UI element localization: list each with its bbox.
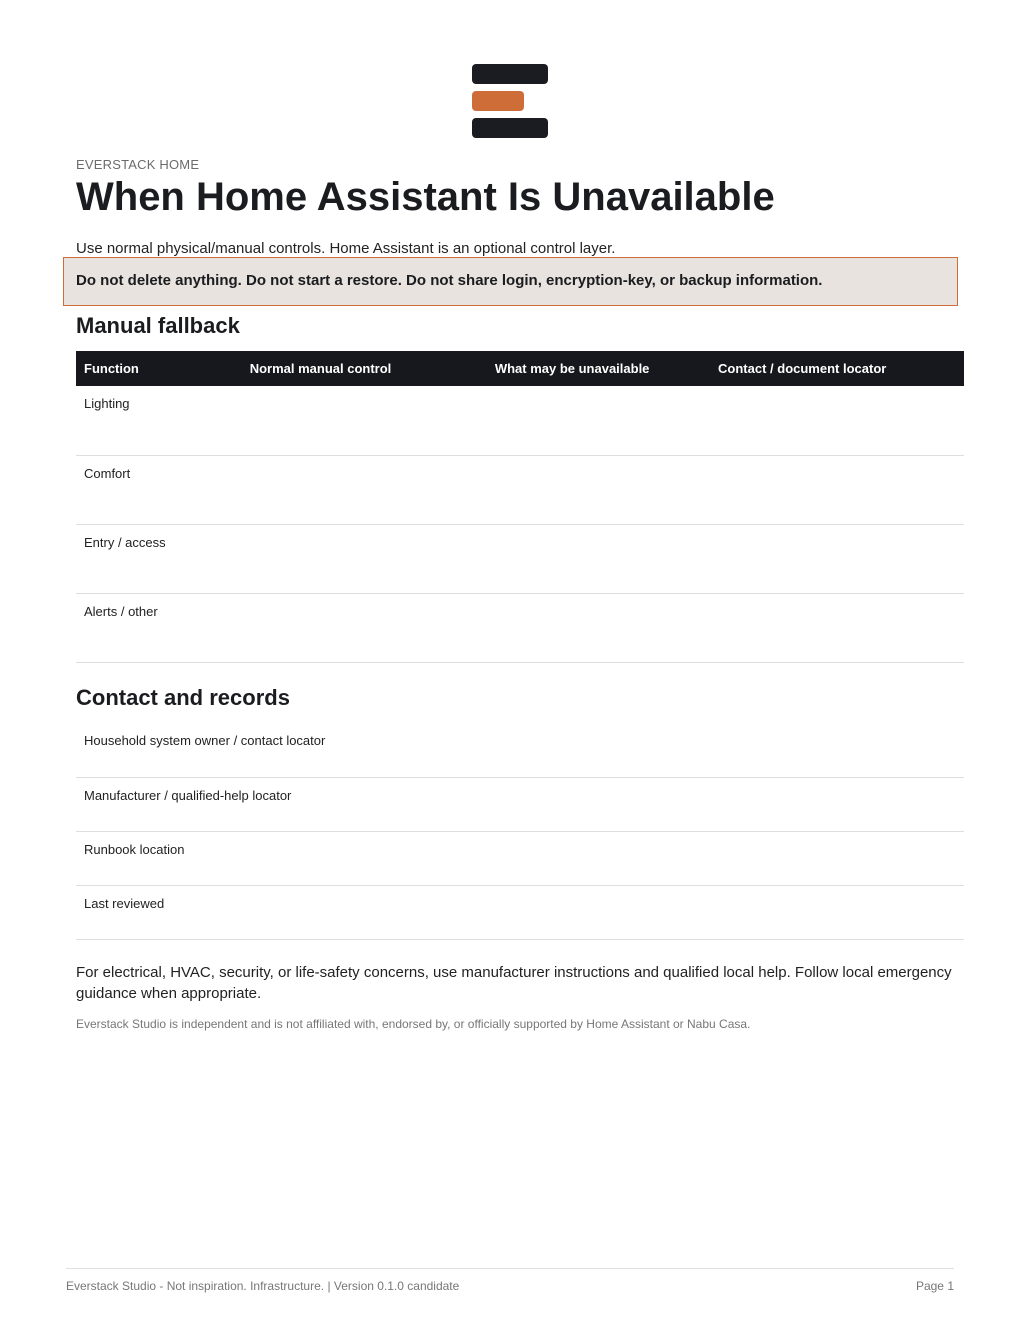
function-cell: Alerts / other — [76, 593, 242, 662]
page-title: When Home Assistant Is Unavailable — [76, 175, 775, 219]
contact-locator-cell — [710, 386, 964, 455]
manual-fallback-heading: Manual fallback — [76, 313, 240, 338]
contact-records-table — [76, 723, 964, 940]
logo-bar-middle — [472, 91, 524, 111]
table-row — [76, 593, 964, 662]
logo-bar-bottom — [472, 118, 548, 138]
table-header-row — [76, 351, 964, 386]
manual-control-cell — [242, 593, 487, 662]
manual-control-cell — [242, 386, 487, 455]
unavailable-cell — [487, 455, 710, 524]
manual-fallback-table — [76, 351, 964, 663]
list-item — [76, 885, 964, 939]
unavailable-cell — [487, 593, 710, 662]
column-header-contact-locator: Contact / document locator — [710, 351, 964, 386]
list-item — [76, 831, 964, 885]
contact-locator-cell — [710, 593, 964, 662]
function-cell: Entry / access — [76, 524, 242, 593]
table-row — [76, 455, 964, 524]
record-label: Household system owner / contact locator — [76, 723, 964, 777]
table-row — [76, 524, 964, 593]
column-header-manual-control: Normal manual control — [242, 351, 487, 386]
function-cell: Lighting — [76, 386, 242, 455]
footer-text: Everstack Studio - Not inspiration. Infrastructure. | Version 0.1.0 candidate — [66, 1279, 460, 1293]
contact-locator-cell — [710, 524, 964, 593]
warning-callout: Do not delete anything. Do not start a restore. Do not share login, encryption-key, or backup information. — [63, 257, 958, 306]
eyebrow-label: EVERSTACK HOME — [76, 157, 200, 172]
list-item — [76, 777, 964, 831]
unavailable-cell — [487, 524, 710, 593]
footer-divider — [66, 1268, 954, 1269]
safety-note: For electrical, HVAC, security, or life-safety concerns, use manufacturer instructions and qualified local help. Follow local emergency guidance when appropriate. — [76, 964, 952, 1002]
column-header-unavailable: What may be unavailable — [487, 351, 710, 386]
manual-control-cell — [242, 455, 487, 524]
manual-control-cell — [242, 524, 487, 593]
unavailable-cell — [487, 386, 710, 455]
list-item — [76, 723, 964, 777]
function-cell: Comfort — [76, 455, 242, 524]
page-number: Page 1 — [915, 1279, 954, 1293]
intro-text: Use normal physical/manual controls. Home Assistant is an optional control layer. — [76, 240, 616, 257]
record-label: Last reviewed — [76, 885, 964, 939]
record-label: Runbook location — [76, 831, 964, 885]
disclaimer: Everstack Studio is independent and is not affiliated with, endorsed by, or officially supported by Home Assistant or Nabu Casa. — [76, 1017, 751, 1031]
column-header-function: Function — [76, 351, 242, 386]
contact-locator-cell — [710, 455, 964, 524]
everstack-logo-icon — [472, 64, 548, 139]
contact-records-heading: Contact and records — [76, 685, 290, 710]
table-row — [76, 386, 964, 455]
record-label: Manufacturer / qualified-help locator — [76, 777, 964, 831]
logo-bar-top — [472, 64, 548, 84]
